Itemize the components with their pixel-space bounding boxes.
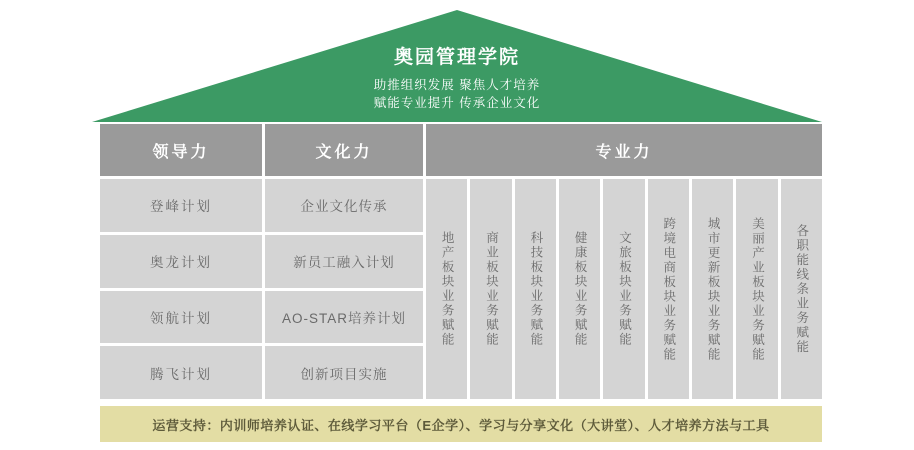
professional-item-label: 美丽产业板块业务赋能	[750, 216, 765, 362]
culture-item: 企业文化传承	[265, 179, 423, 232]
professional-item-label: 健康板块业务赋能	[573, 231, 588, 347]
professional-item-label: 文旅板块业务赋能	[617, 231, 632, 347]
academy-subtitle-line-1: 助推组织发展 聚焦人才培养	[373, 78, 541, 92]
column-professional	[426, 179, 822, 399]
academy-subtitle	[374, 76, 540, 112]
professional-item	[470, 179, 511, 399]
column-culture	[265, 179, 423, 399]
pillar-body	[100, 179, 822, 399]
professional-item-label: 各职能线条业务赋能	[794, 223, 809, 355]
professional-item-label: 城市更新板块业务赋能	[706, 216, 721, 362]
professional-item	[648, 179, 689, 399]
academy-subtitle-line-2: 赋能专业提升 传承企业文化	[373, 96, 541, 110]
leadership-item: 登峰计划	[100, 179, 262, 232]
operations-support-band: 运营支持：内训师培养认证、在线学习平台（E企学）、学习与分享文化（大讲堂）、人才培养方法与工具	[100, 406, 822, 442]
professional-item	[736, 179, 777, 399]
professional-item-label: 地产板块业务赋能	[440, 231, 455, 347]
roof-text-block	[92, 10, 822, 122]
professional-item-label: 科技板块业务赋能	[528, 231, 543, 347]
culture-item: 新员工融入计划	[265, 235, 423, 288]
leadership-item: 奥龙计划	[100, 235, 262, 288]
professional-item	[515, 179, 556, 399]
leadership-item: 领航计划	[100, 291, 262, 344]
header-culture: 文化力	[265, 124, 423, 176]
header-professional: 专业力	[426, 124, 822, 176]
roof-shape	[92, 10, 822, 122]
professional-item	[603, 179, 644, 399]
professional-item	[559, 179, 600, 399]
culture-item: AO-STAR培养计划	[265, 291, 423, 344]
professional-item-label: 跨境电商板块业务赋能	[661, 216, 676, 362]
leadership-item: 腾飞计划	[100, 346, 262, 399]
column-leadership	[100, 179, 262, 399]
culture-item: 创新项目实施	[265, 346, 423, 399]
professional-item-label: 商业板块业务赋能	[484, 231, 499, 347]
academy-title: 奥园管理学院	[393, 47, 520, 68]
pillar-headers	[100, 124, 822, 176]
professional-item	[426, 179, 467, 399]
header-leadership: 领导力	[100, 124, 262, 176]
professional-item	[692, 179, 733, 399]
professional-item	[781, 179, 822, 399]
